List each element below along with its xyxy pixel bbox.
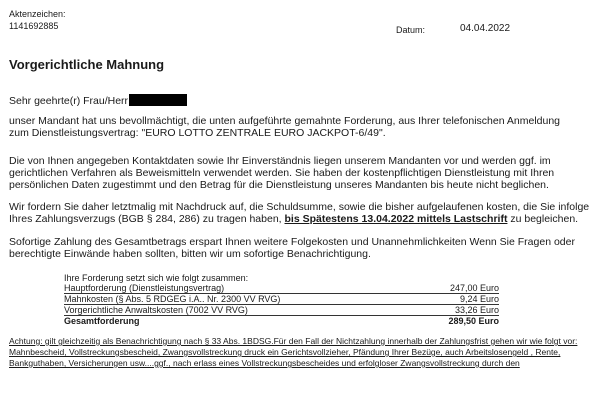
table-row xyxy=(64,305,499,316)
total-value: 289,50 Euro xyxy=(448,316,499,326)
claims-table xyxy=(64,273,499,326)
payment-deadline: bis Spätestens 13.04.2022 mittels Lastschrift xyxy=(284,213,508,225)
claims-heading-row xyxy=(64,273,499,283)
aktenzeichen-label: Aktenzeichen: xyxy=(9,9,66,19)
footer-line-1: Achtung: gilt gleichzeitig als Benachrichtigung nach § 33 Abs. 1BDSG.Für den Fall der Nichtzahlung innerhalb der Zahlungsfrist gehen wir wie folgt vor: xyxy=(9,336,578,346)
claims-heading: Ihre Forderung setzt sich wie folgt zusammen: xyxy=(64,273,249,283)
total-row xyxy=(64,316,499,326)
claim-label: Vorgerichtliche Anwaltskosten (7002 VV RVG) xyxy=(64,305,248,315)
paragraph-3-line-1: Wir fordern Sie daher letztmalig mit Nachdruck auf, die Schuldsumme, sowie die bisher aufgelaufenen kosten, die Sie infolge xyxy=(9,201,590,213)
salutation xyxy=(9,94,187,107)
paragraph-1-line-1: unser Mandant hat uns bevollmächtigt, die unten aufgeführte gemahnte Forderung, aus Ihrer telefonischen Anmeldung xyxy=(9,115,561,127)
datum-value: 04.04.2022 xyxy=(460,23,511,34)
table-row xyxy=(64,283,499,294)
paragraph-3-line-2-post: zu begleichen. xyxy=(507,213,579,225)
page-title: Vorgerichtliche Mahnung xyxy=(9,57,165,72)
paragraph-1-line-2: zum Dienstleistungsvertrag: "EURO LOTTO ZENTRALE EURO JACKPOT-6/49". xyxy=(9,127,386,139)
redacted-name-bar xyxy=(129,94,187,106)
footer-line-2: Mahnbescheid, Vollstreckungsbescheid, Zwangsvollstreckung druck ein Gerichtsvollzieher, Pfändung Ihrer Bezüge, auch Arbeitslosengeld , Rente, xyxy=(9,347,561,357)
total-label: Gesamtforderung xyxy=(64,316,140,326)
claim-label: Mahnkosten (§ Abs. 5 RDGEG i.A.. Nr. 2300 VV RVG) xyxy=(64,294,281,304)
paragraph-2-line-2: gerichtlichen Verfahren als Beweismitteln verwendet werden. Sie haben der kostenpflichtigen Dienstleistung mit Ihren xyxy=(9,167,555,179)
paragraph-2-line-3: persönlichen Daten zugestimmt und den Betrag für die Dienstleistung unseres Mandanten bis heute nicht beglichen. xyxy=(9,179,549,191)
paragraph-3-line-2-pre: Ihres Zahlungsverzugs (BGB § 284, 286) zu tragen haben, xyxy=(9,213,285,225)
table-row xyxy=(64,294,499,305)
datum-label: Datum: xyxy=(396,25,426,35)
footer-line-3: Bankguthaben, Versicherungen usw....ggf., nach erlass eines Vollstreckungsbescheides und erfolgloser Zwangsvollstreckung durch den xyxy=(9,358,520,368)
paragraph-4-line-2: berechtigte Einwände haben sollten, bitten wir um sofortige Benachrichtigung. xyxy=(9,248,371,260)
claim-value: 9,24 Euro xyxy=(459,294,499,304)
page-fade-overlay xyxy=(0,370,600,400)
claim-value: 247,00 Euro xyxy=(449,283,499,293)
claim-value: 33,26 Euro xyxy=(454,305,499,315)
claim-label: Hauptforderung (Dienstleistungsvertrag) xyxy=(64,283,225,293)
paragraph-2-line-1: Die von Ihnen angegeben Kontaktdaten sowie Ihr Einverständnis liegen unserem Mandanten vor und werden ggf. im xyxy=(9,155,551,167)
aktenzeichen-value: 1141692885 xyxy=(9,21,59,31)
paragraph-3-line-2 xyxy=(9,213,578,225)
paragraph-4-line-1: Sofortige Zahlung des Gesamtbetrags erspart Ihnen weitere Folgekosten und Unannehmlichkeiten Wenn Sie Fragen oder xyxy=(9,236,575,248)
salutation-text: Sehr geehrte(r) Frau/Herr xyxy=(9,95,129,107)
